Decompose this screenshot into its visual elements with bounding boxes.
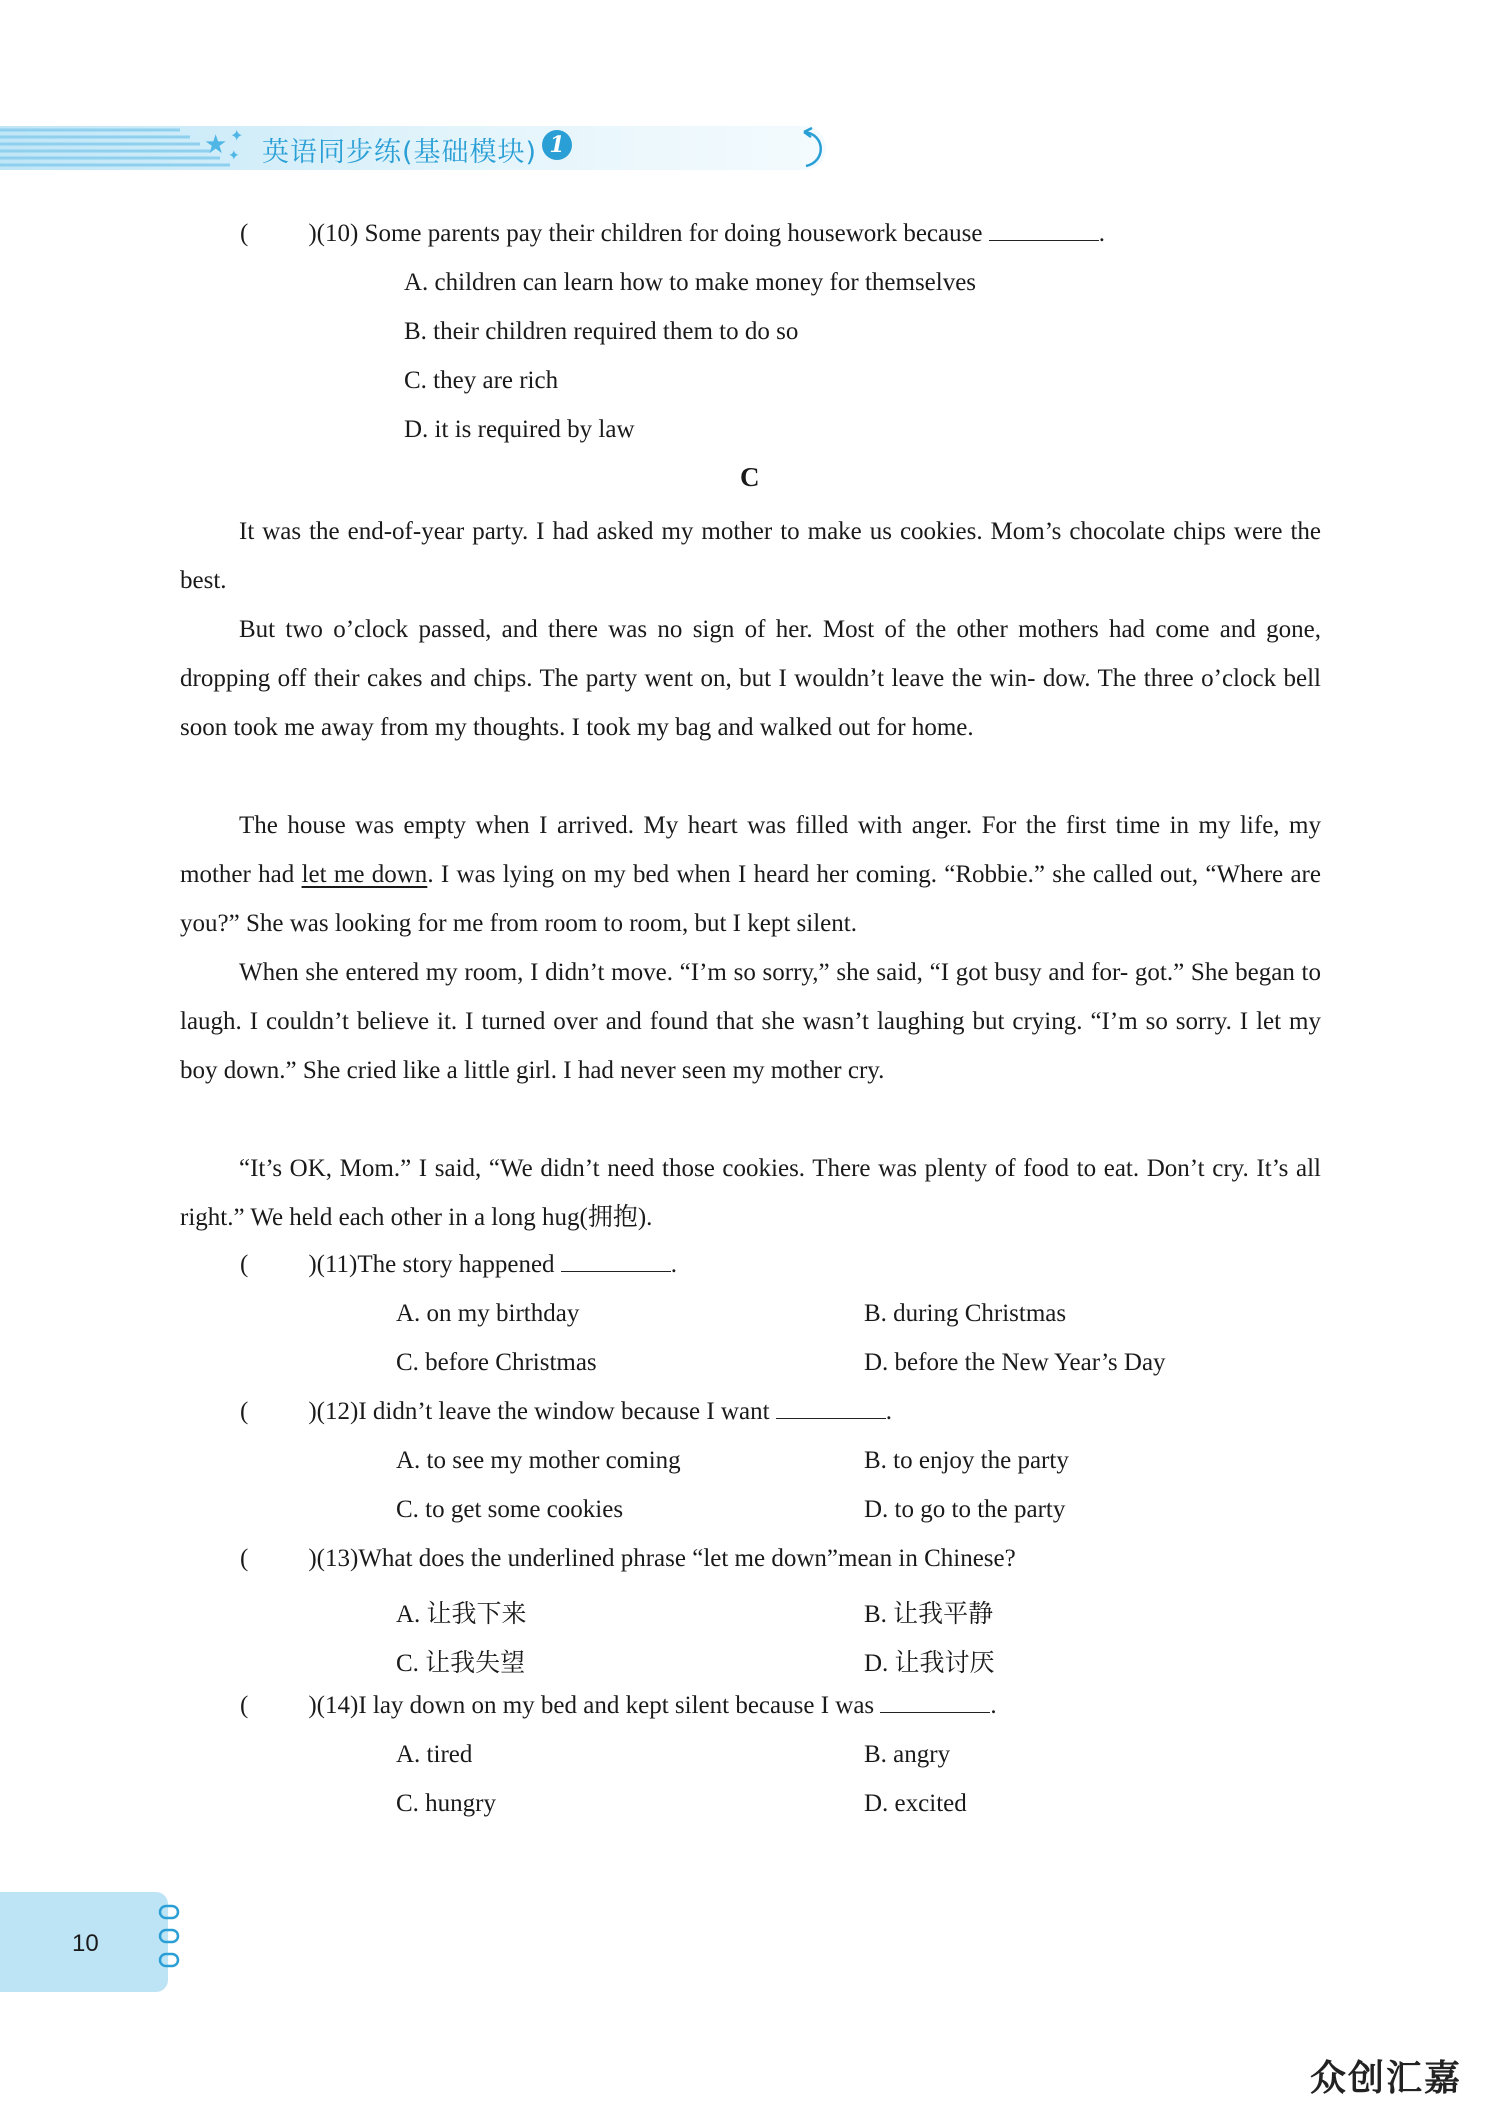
- answer-paren-open: (: [240, 220, 249, 247]
- question-text: I didn’t leave the window because I want: [358, 1398, 770, 1425]
- answer-blank[interactable]: [989, 222, 1099, 241]
- question-text: Some parents pay their children for doing housework because: [364, 220, 983, 247]
- answer-paren-close: ): [308, 1398, 317, 1425]
- question-text: What does the underlined phrase “let me down”mean in Chinese?: [358, 1545, 1016, 1572]
- option-d[interactable]: D. excited: [864, 1790, 967, 1817]
- answer-paren-close: ): [308, 1545, 317, 1572]
- option-c[interactable]: C. they are rich: [404, 367, 559, 394]
- question-number: (12): [316, 1398, 359, 1425]
- star-icon: ✦: [230, 126, 244, 145]
- passage-paragraph-3: [180, 801, 1321, 948]
- option-a[interactable]: A. tired: [396, 1741, 473, 1768]
- star-icon: ★: [204, 130, 228, 160]
- period: .: [670, 1251, 678, 1278]
- option-d[interactable]: D. to go to the party: [864, 1496, 1066, 1523]
- answer-blank[interactable]: [561, 1253, 671, 1272]
- paragraph-text: . I was lying on my bed when I heard her coming. “Robbie.” she called out, “Where are you?” She was looking for me from room to room, but I kept silent.: [180, 861, 1321, 937]
- period: .: [1098, 220, 1105, 247]
- option-d[interactable]: D. it is required by law: [404, 416, 635, 443]
- option-c[interactable]: C. hungry: [396, 1790, 496, 1817]
- answer-paren-close: ): [308, 1251, 317, 1278]
- passage-paragraph-4: When she entered my room, I didn’t move. “I’m so sorry,” she said, “I got busy and for- got.” She began to laugh. I couldn’t believe it. I turned over and found that she wasn’t laughing but crying. “I’m so sorry. I let my boy down.” She cried like a little girl. I had never seen my mother cry.: [180, 959, 1321, 1084]
- answer-paren-open: (: [240, 1692, 249, 1719]
- question-14-stem: [240, 1692, 997, 1720]
- answer-blank[interactable]: [776, 1400, 886, 1419]
- answer-blank[interactable]: [880, 1694, 990, 1713]
- underlined-phrase: let me down: [301, 861, 428, 888]
- question-text: The story happened: [357, 1251, 555, 1278]
- question-number: (14): [316, 1692, 359, 1719]
- answer-paren-close: ): [308, 1692, 317, 1719]
- paragraph-text: The house was empty when I arrived. My heart was filled with anger. For the first time in my life, my mother had: [180, 812, 1321, 888]
- option-b[interactable]: B. during Christmas: [864, 1300, 1067, 1327]
- question-text: I lay down on my bed and kept silent because I was: [358, 1692, 875, 1719]
- option-b[interactable]: B. angry: [864, 1741, 951, 1768]
- question-12-stem: [240, 1398, 892, 1426]
- question-number: (13): [316, 1545, 359, 1572]
- page-header: [0, 118, 840, 178]
- book-number-badge: 1: [542, 130, 572, 160]
- option-b[interactable]: B. their children required them to do so: [404, 318, 799, 345]
- answer-paren-close: ): [308, 220, 317, 247]
- question-number: (10): [316, 220, 359, 247]
- passage-paragraph-1: It was the end-of-year party. I had asked my mother to make us cookies. Mom’s chocolate chips were the best.: [180, 518, 1321, 594]
- question-13-stem: [240, 1545, 1016, 1573]
- answer-paren-open: (: [240, 1545, 249, 1572]
- header-title: 英语同步练(基础模块): [262, 137, 538, 168]
- option-b[interactable]: B. to enjoy the party: [864, 1447, 1069, 1474]
- option-c[interactable]: C. to get some cookies: [396, 1496, 624, 1523]
- passage-paragraph-5: “It’s OK, Mom.” I said, “We didn’t need those cookies. There was plenty of food to eat. Don’t cry. It’s all right.” We held each other in a long hug(拥抱).: [180, 1155, 1321, 1231]
- page-number: 10: [72, 1930, 99, 1957]
- option-c[interactable]: C. 让我失望: [396, 1650, 526, 1677]
- option-a[interactable]: A. to see my mother coming: [396, 1447, 681, 1474]
- option-a[interactable]: A. on my birthday: [396, 1300, 580, 1327]
- answer-paren-open: (: [240, 1251, 249, 1278]
- option-a[interactable]: A. children can learn how to make money for themselves: [404, 269, 977, 296]
- star-icon: ✦: [228, 148, 240, 164]
- binder-rings-icon: [158, 1900, 182, 1980]
- question-number: (11): [316, 1251, 358, 1278]
- section-heading: C: [740, 462, 760, 492]
- period: .: [885, 1398, 893, 1425]
- option-d[interactable]: D. 让我讨厌: [864, 1650, 995, 1677]
- watermark: 众创汇嘉: [1310, 2058, 1463, 2099]
- period: .: [990, 1692, 997, 1719]
- answer-paren-open: (: [240, 1398, 249, 1425]
- question-10-stem: [240, 220, 1105, 248]
- return-arrow-icon: [800, 126, 830, 172]
- option-d[interactable]: D. before the New Year’s Day: [864, 1349, 1166, 1376]
- passage-paragraph-2: But two o’clock passed, and there was no sign of her. Most of the other mothers had come and gone, dropping off their cakes and chips. The party went on, but I wouldn’t leave the win- dow. The three o’clock bell soon took me away from my thoughts. I took my bag and walked out for home.: [180, 616, 1321, 741]
- question-11-stem: [240, 1251, 677, 1279]
- option-a[interactable]: A. 让我下来: [396, 1601, 527, 1628]
- option-b[interactable]: B. 让我平静: [864, 1601, 994, 1628]
- option-c[interactable]: C. before Christmas: [396, 1349, 597, 1376]
